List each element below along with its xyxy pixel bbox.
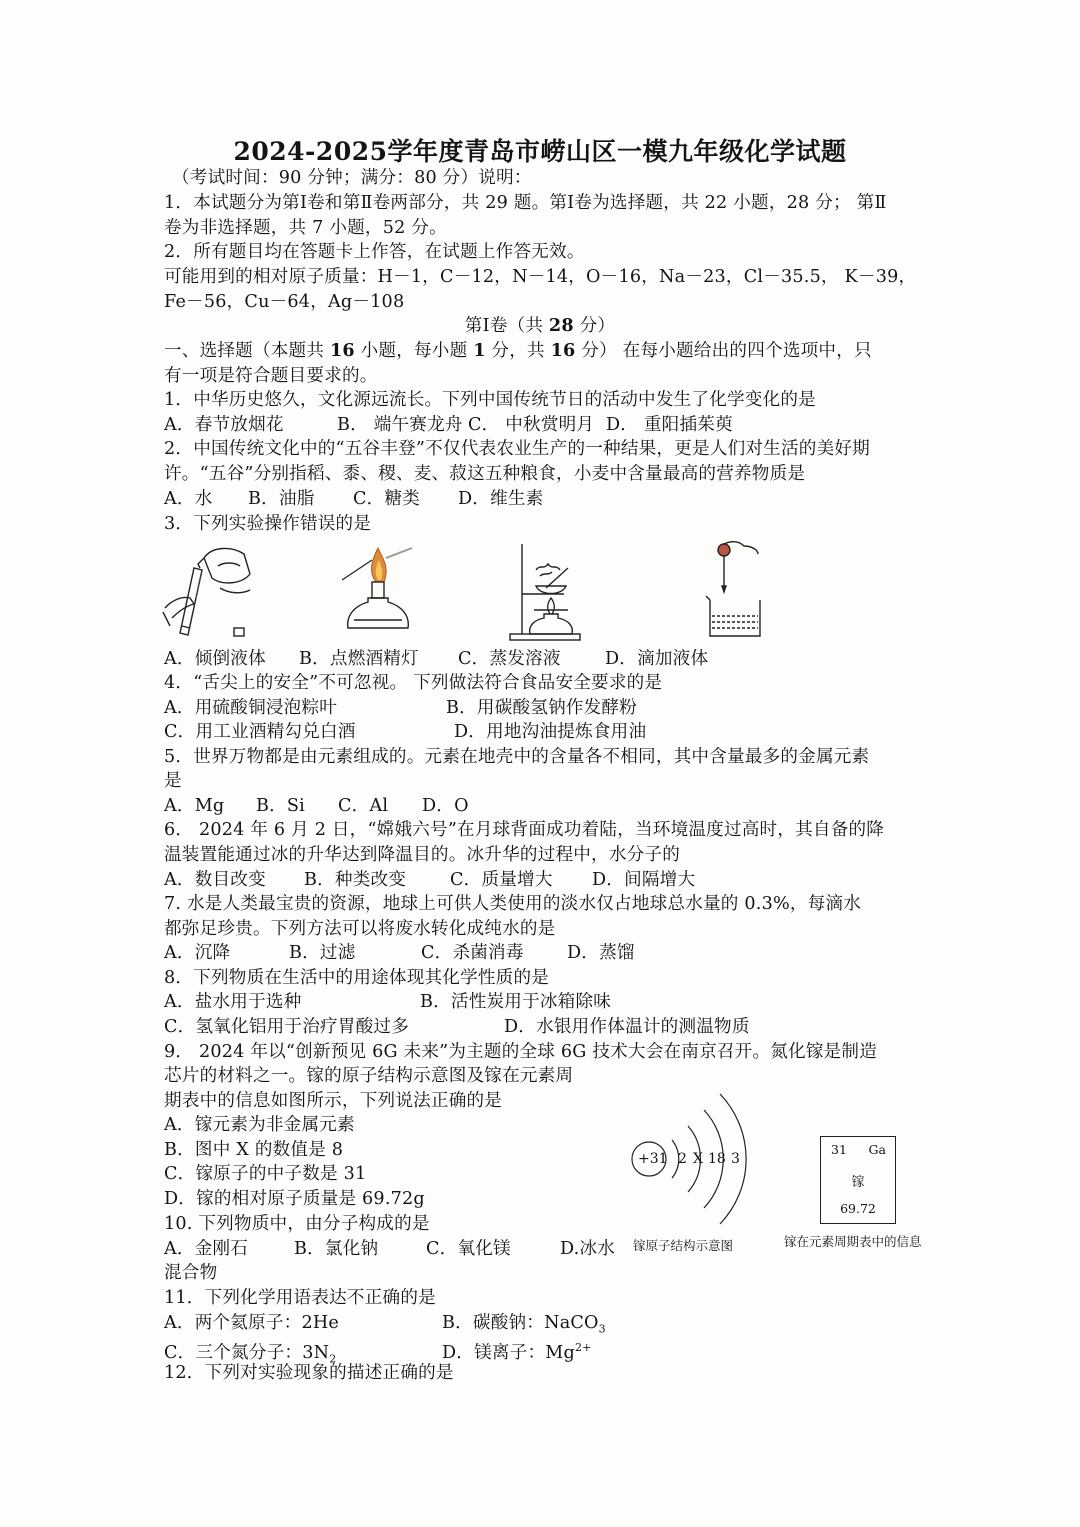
q5-option-b: B．Si (256, 796, 306, 816)
atom-shell-1: 2 (678, 1151, 687, 1167)
element-symbol: Ga (868, 1142, 886, 1157)
exam-info: （考试时间：90 分钟；满分：80 分）说明： (172, 168, 532, 188)
q7-option-c: C．杀菌消毒 (421, 943, 524, 963)
q1-option-a: A．春节放烟花 (164, 415, 284, 435)
periodic-cell-caption: 镓在元素周期表中的信息 (784, 1234, 922, 1249)
part1-text-a: 一、选择题（本题共 (164, 341, 330, 361)
note-2: 2．所有题目均在答题卡上作答，在试题上作答无效。 (164, 242, 585, 262)
q7-option-b: B．过滤 (289, 943, 356, 963)
q3-option-a: A．倾倒液体 (164, 649, 266, 669)
atomic-mass-line-1: 可能用到的相对原子质量：H－1，C－12，N－14，O－16，Na－23，Cl－35.5， K－39， (164, 267, 917, 287)
q10-option-d-tail: 混合物 (164, 1263, 218, 1283)
part1-count: 16 (329, 340, 355, 361)
q11-option-c-text: C．三个氮分子：3N (164, 1342, 330, 1363)
q5-stem-line-1: 5．世界万物都是由元素组成的。元素在地壳中的含量各不相同，其中含量最多的金属元素 (164, 747, 870, 767)
q1-option-b: B． 端午赛龙舟 (337, 415, 463, 435)
atomic-mass-line-2: Fe－56，Cu－64，Ag－108 (164, 292, 405, 312)
evaporation-figure (506, 540, 586, 642)
q5-option-c: C．Al (338, 796, 389, 816)
q11-option-d-text: D．镁离子：Mg (442, 1342, 575, 1363)
q4-stem: 4．“舌尖上的安全”不可忽视。 下列做法符合食品安全要求的是 (164, 673, 663, 693)
q3-option-b: B．点燃酒精灯 (299, 649, 419, 669)
q8-options-row-2 (164, 1015, 750, 1039)
q8-stem: 8．下列物质在生活中的用途体现其化学性质的是 (164, 968, 550, 988)
q10-option-c: C．氧化镁 (426, 1239, 511, 1259)
page-title: 2024-2025学年度青岛市崂山区一模九年级化学试题 (233, 137, 847, 166)
q9-stem-line-2: 芯片的材料之一。镓的原子结构示意图及镓在元素周 (164, 1066, 574, 1086)
volume-heading-prefix: 第Ⅰ卷（共 (464, 316, 549, 336)
part1-text-e: 分，共 (485, 341, 551, 361)
q2-options (164, 487, 543, 511)
q6-option-d: D．间隔增大 (592, 870, 696, 890)
q10-option-b: B．氯化钠 (294, 1239, 379, 1259)
q6-stem-line-1: 6． 2024 年 6 月 2 日，“嫦娥六号”在月球背面成功着陆，当环境温度过高时，其自备的降 (164, 820, 885, 840)
q8-option-a: A．盐水用于选种 (164, 992, 302, 1012)
q9-stem-line-3: 期表中的信息如图所示，下列说法正确的是 (164, 1091, 503, 1111)
q11-option-b-text: B．碳酸钠：NaCO (442, 1313, 599, 1333)
part1-total: 16 (550, 340, 576, 361)
dropping-liquid-figure (702, 538, 766, 638)
pouring-liquid-figure (160, 538, 260, 644)
q10-stem: 10. 下列物质中，由分子构成的是 (164, 1214, 430, 1234)
q8-options-row-1 (164, 990, 611, 1014)
q7-stem-line-2: 都弥足珍贵。下列方法可以将废水转化成纯水的是 (164, 919, 556, 939)
atom-diagram-caption: 镓原子结构示意图 (633, 1238, 734, 1253)
atom-nucleus-label: +31 (638, 1151, 668, 1167)
element-name: 镓 (851, 1175, 865, 1190)
part-1-instructions (164, 339, 872, 363)
element-number: 31 (831, 1142, 847, 1157)
q1-stem: 1．中华历史悠久，文化源远流长。下列中国传统节日的活动中发生了化学变化的是 (164, 390, 816, 410)
q6-options (164, 868, 695, 892)
q11-option-a: A．两个氦原子：2He (164, 1313, 340, 1333)
q12-stem: 12．下列对实验现象的描述正确的是 (164, 1363, 454, 1383)
q9-option-d: D．镓的相对原子质量是 69.72g (164, 1189, 425, 1209)
q10-option-d: D.冰水 (560, 1239, 616, 1259)
part-1-instructions-line-2: 有一项是符合题目要求的。 (164, 366, 378, 386)
q5-stem-line-2: 是 (164, 771, 182, 791)
q11-option-b-subscript: 3 (598, 1322, 606, 1336)
part1-text-c: 小题，每小题 (354, 341, 474, 361)
volume-heading-suffix: 分） (573, 316, 616, 336)
q6-option-b: B．种类改变 (304, 870, 407, 890)
q10-option-a: A．金刚石 (164, 1239, 249, 1259)
q9-stem-line-1: 9． 2024 年以“创新预见 6G 未来”为主题的全球 6G 技术大会在南京召开。氮化镓是制造 (164, 1042, 878, 1062)
q5-option-d: D．O (422, 796, 469, 816)
q2-option-d: D．维生素 (458, 489, 544, 509)
q6-option-a: A．数目改变 (164, 870, 266, 890)
q4-option-a: A．用硫酸铜浸泡粽叶 (164, 698, 338, 718)
q2-option-c: C．糖类 (353, 489, 421, 509)
q3-options (164, 647, 708, 671)
atom-shell-4: 3 (731, 1151, 740, 1167)
q8-option-b: B．活性炭用于冰箱除味 (420, 992, 612, 1012)
q4-option-b: B．用碳酸氢钠作发酵粉 (446, 698, 638, 718)
q6-stem-line-2: 温装置能通过冰的升华达到降温目的。冰升华的过程中，水分子的 (164, 845, 681, 865)
alcohol-lamp-figure (332, 540, 422, 640)
q4-options-row-1 (164, 696, 637, 720)
q5-options (164, 794, 469, 818)
q7-option-d: D．蒸馏 (567, 943, 635, 963)
q2-option-b: B．油脂 (248, 489, 315, 509)
q3-option-c: C．蒸发溶液 (458, 649, 561, 669)
q7-stem-line-1: 7. 水是人类最宝贵的资源，地球上可供人类使用的淡水仅占地球总水量的 0.3%，每滴水 (164, 894, 862, 914)
q4-option-d: D．用地沟油提炼食用油 (454, 722, 647, 742)
gallium-periodic-cell (820, 1136, 896, 1224)
part1-each-score: 1 (473, 340, 486, 361)
volume-heading (0, 314, 1080, 338)
q11-option-d (442, 1336, 592, 1365)
q9-option-c: C．镓原子的中子数是 31 (164, 1164, 367, 1184)
atom-shell-3: 18 (708, 1151, 726, 1167)
note-1-line-1: 1．本试题分为第Ⅰ卷和第Ⅱ卷两部分，共 29 题。第Ⅰ卷为选择题，共 22 小题，28 分； 第Ⅱ (164, 193, 887, 213)
q9-option-a: A．镓元素为非金属元素 (164, 1115, 355, 1135)
q2-stem-line-2: 许。“五谷”分别指稻、黍、稷、麦、菽这五种粮食，小麦中含量最高的营养物质是 (164, 464, 806, 484)
q1-option-c: C． 中秋赏明月 (468, 415, 595, 435)
q3-option-d: D．滴加液体 (605, 649, 709, 669)
part1-text-g: 分） 在每小题给出的四个选项中，只 (575, 341, 872, 361)
q3-stem: 3．下列实验操作错误的是 (164, 514, 372, 534)
volume-score: 28 (548, 315, 574, 336)
q4-options-row-2 (164, 720, 646, 744)
element-mass: 69.72 (840, 1201, 876, 1216)
q8-option-d: D．水银用作体温计的测温物质 (504, 1017, 750, 1037)
q1-option-d: D． 重阳插茱萸 (606, 415, 733, 435)
q7-options (164, 941, 635, 965)
q2-option-a: A．水 (164, 489, 213, 509)
q6-option-c: C．质量增大 (450, 870, 553, 890)
q1-options (164, 413, 733, 437)
note-1-line-2: 卷为非选择题，共 7 小题，52 分。 (164, 218, 447, 238)
q11-stem: 11．下列化学用语表达不正确的是 (164, 1288, 436, 1308)
q8-option-c: C．氢氧化铝用于治疗胃酸过多 (164, 1017, 409, 1037)
q9-option-b: B．图中 X 的数值是 8 (164, 1140, 344, 1160)
q7-option-a: A．沉降 (164, 943, 231, 963)
q5-option-a: A．Mg (164, 796, 225, 816)
q10-options (164, 1237, 615, 1261)
q2-stem-line-1: 2．中国传统文化中的“五谷丰登”不仅代表农业生产的一种结果，更是人们对生活的美好期 (164, 439, 870, 459)
q11-option-d-superscript: 2+ (574, 1341, 592, 1354)
atom-shell-2: X (693, 1151, 703, 1167)
q4-option-c: C．用工业酒精勾兑白酒 (164, 722, 356, 742)
q11-option-c-subscript: 2 (329, 1352, 337, 1366)
